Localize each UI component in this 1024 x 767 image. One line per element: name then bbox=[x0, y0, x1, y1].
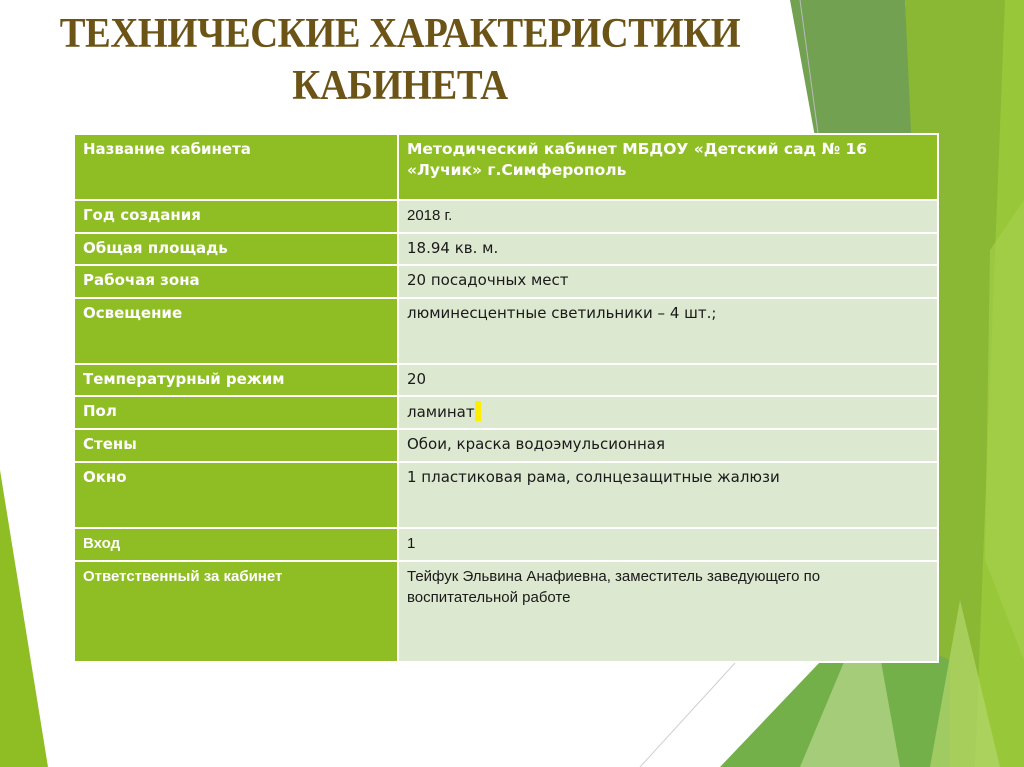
row-label: Название кабинета bbox=[74, 134, 398, 200]
title-line-1: ТЕХНИЧЕСКИЕ ХАРАКТЕРИСТИКИ bbox=[59, 11, 741, 57]
table-row bbox=[74, 200, 938, 233]
left-green-triangle bbox=[0, 470, 48, 767]
row-label: Окно bbox=[74, 462, 398, 528]
row-label: Вход bbox=[74, 528, 398, 561]
row-label: Температурный режим bbox=[74, 364, 398, 396]
table-row bbox=[74, 298, 938, 364]
table-row bbox=[74, 528, 938, 561]
row-label: Рабочая зона bbox=[74, 265, 398, 298]
row-value: Тейфук Эльвина Анафиевна, заместитель заведующего по воспитательной работе bbox=[398, 561, 938, 662]
row-label: Ответственный за кабинет bbox=[74, 561, 398, 662]
row-value: 2018 г. bbox=[398, 200, 938, 233]
row-label: Общая площадь bbox=[74, 233, 398, 265]
page-title bbox=[50, 8, 749, 112]
characteristics-table bbox=[73, 133, 939, 663]
title-line-2: КАБИНЕТА bbox=[292, 63, 508, 109]
table-row bbox=[74, 429, 938, 462]
row-value: Методический кабинет МБДОУ «Детский сад № 16 «Лучик» г.Симферополь bbox=[398, 134, 938, 200]
row-label: Год создания bbox=[74, 200, 398, 233]
row-value-text: ламинат bbox=[407, 403, 475, 421]
text-cursor-highlight bbox=[475, 401, 481, 421]
row-value: 20 bbox=[398, 364, 938, 396]
table-row bbox=[74, 561, 938, 662]
row-label: Пол bbox=[74, 396, 398, 429]
row-value: 20 посадочных мест bbox=[398, 265, 938, 298]
table-row bbox=[74, 396, 938, 429]
table-row bbox=[74, 233, 938, 265]
table-row bbox=[74, 462, 938, 528]
table-row bbox=[74, 265, 938, 298]
row-value: люминесцентные светильники – 4 шт.; bbox=[398, 298, 938, 364]
row-value: Обои, краска водоэмульсионная bbox=[398, 429, 938, 462]
row-value bbox=[398, 396, 938, 429]
table-row bbox=[74, 134, 938, 200]
row-label: Стены bbox=[74, 429, 398, 462]
table-row bbox=[74, 364, 938, 396]
row-value: 18.94 кв. м. bbox=[398, 233, 938, 265]
row-label: Освещение bbox=[74, 298, 398, 364]
row-value: 1 пластиковая рама, солнцезащитные жалюзи bbox=[398, 462, 938, 528]
row-value: 1 bbox=[398, 528, 938, 561]
